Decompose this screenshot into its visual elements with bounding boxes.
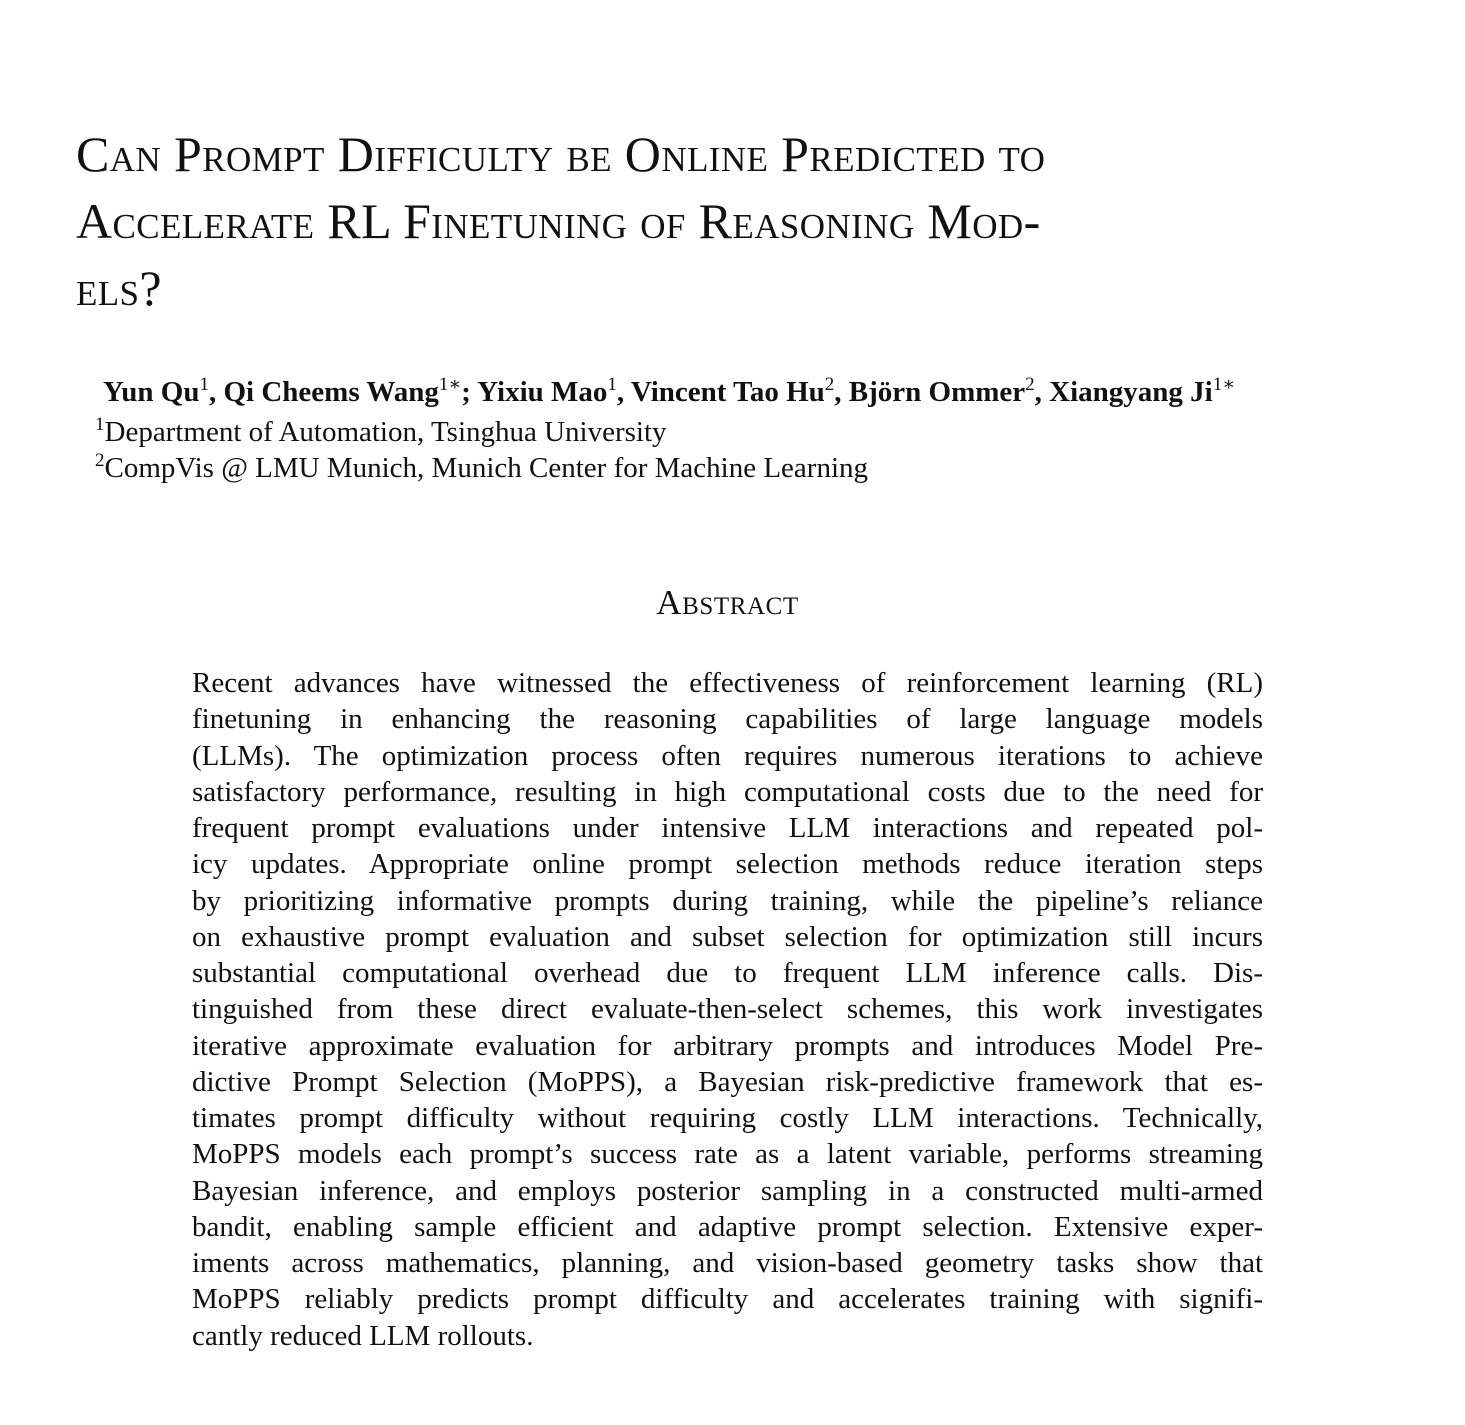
- author-list: [103, 372, 1235, 412]
- abstract-line: on exhaustive prompt evaluation and subset selection for optimization still incurs: [192, 920, 1263, 953]
- abstract-line: frequent prompt evaluations under intensive LLM interactions and repeated pol-: [192, 812, 1263, 844]
- author-name: Qi Cheems Wang: [223, 376, 439, 408]
- abstract-line: icy updates. Appropriate online prompt selection methods reduce iteration steps: [192, 848, 1263, 881]
- paper-title: [76, 121, 1396, 322]
- abstract-line: substantial computational overhead due to frequent LLM inference calls. Dis-: [192, 957, 1263, 989]
- author-name: Yixiu Mao: [477, 376, 608, 408]
- abstract-line: satisfactory performance, resulting in high computational costs due to the need for: [192, 775, 1263, 808]
- abstract-line: dictive Prompt Selection (MoPPS), a Bayesian risk-predictive framework that es-: [192, 1065, 1263, 1098]
- author-name: Yun Qu: [103, 376, 200, 408]
- abstract-line: (LLMs). The optimization process often requires numerous iterations to achieve: [192, 739, 1263, 772]
- abstract-heading: Abstract: [656, 583, 799, 622]
- affiliation: [95, 450, 868, 486]
- abstract-line: iments across mathematics, planning, and vision-based geometry tasks show that: [192, 1247, 1263, 1279]
- author-affiliation-mark: 1∗: [438, 374, 462, 395]
- author-affiliation-mark: 2: [824, 374, 835, 395]
- author-affiliation-mark: 2: [1025, 374, 1035, 395]
- abstract-line: cantly reduced LLM rollouts.: [192, 1319, 534, 1352]
- author-affiliation-mark: 1: [199, 374, 209, 395]
- abstract-line: MoPPS reliably predicts prompt difficulty and accelerates training with signifi-: [192, 1283, 1263, 1316]
- abstract-line: finetuning in enhancing the reasoning capabilities of large language models: [192, 703, 1263, 736]
- affiliation-mark: 1: [95, 414, 105, 435]
- author-separator: ,: [1034, 376, 1050, 408]
- title-line: Can Prompt Difficulty be Online Predicted to: [76, 126, 1046, 182]
- title-line: els?: [76, 260, 163, 316]
- affiliation-text: Department of Automation, Tsinghua University: [104, 416, 667, 448]
- abstract-line: bandit, enabling sample efficient and adaptive prompt selection. Extensive exper-: [192, 1210, 1263, 1243]
- affiliation: [95, 414, 667, 450]
- title-line: Accelerate RL Finetuning of Reasoning Mod-: [76, 193, 1041, 249]
- abstract-line: by prioritizing informative prompts during training, while the pipeline’s reliance: [192, 884, 1263, 917]
- author-separator: ,: [834, 376, 849, 408]
- author-affiliation-mark: 1: [607, 374, 617, 395]
- affiliation-mark: 2: [95, 450, 105, 471]
- abstract-line: Recent advances have witnessed the effectiveness of reinforcement learning (RL): [192, 667, 1263, 699]
- abstract-line: iterative approximate evaluation for arbitrary prompts and introduces Model Pre-: [192, 1029, 1263, 1062]
- author-affiliation-mark: 1∗: [1212, 374, 1236, 395]
- author-name: Björn Ommer: [848, 376, 1026, 408]
- abstract-body: [192, 665, 1263, 1354]
- author-separator: ;: [461, 376, 478, 408]
- abstract-line: timates prompt difficulty without requiring costly LLM interactions. Technically,: [192, 1102, 1263, 1134]
- abstract-line: tinguished from these direct evaluate-then-select schemes, this work investigates: [192, 993, 1263, 1026]
- author-separator: ,: [208, 376, 224, 408]
- abstract-line: Bayesian inference, and employs posterior sampling in a constructed multi-armed: [192, 1174, 1263, 1207]
- author-name: Vincent Tao Hu: [630, 376, 825, 408]
- affiliation-text: CompVis @ LMU Munich, Munich Center for Machine Learning: [104, 452, 869, 484]
- author-name: Xiangyang Ji: [1049, 376, 1213, 408]
- author-separator: ,: [616, 376, 631, 408]
- abstract-line: MoPPS models each prompt’s success rate as a latent variable, performs streaming: [192, 1138, 1263, 1171]
